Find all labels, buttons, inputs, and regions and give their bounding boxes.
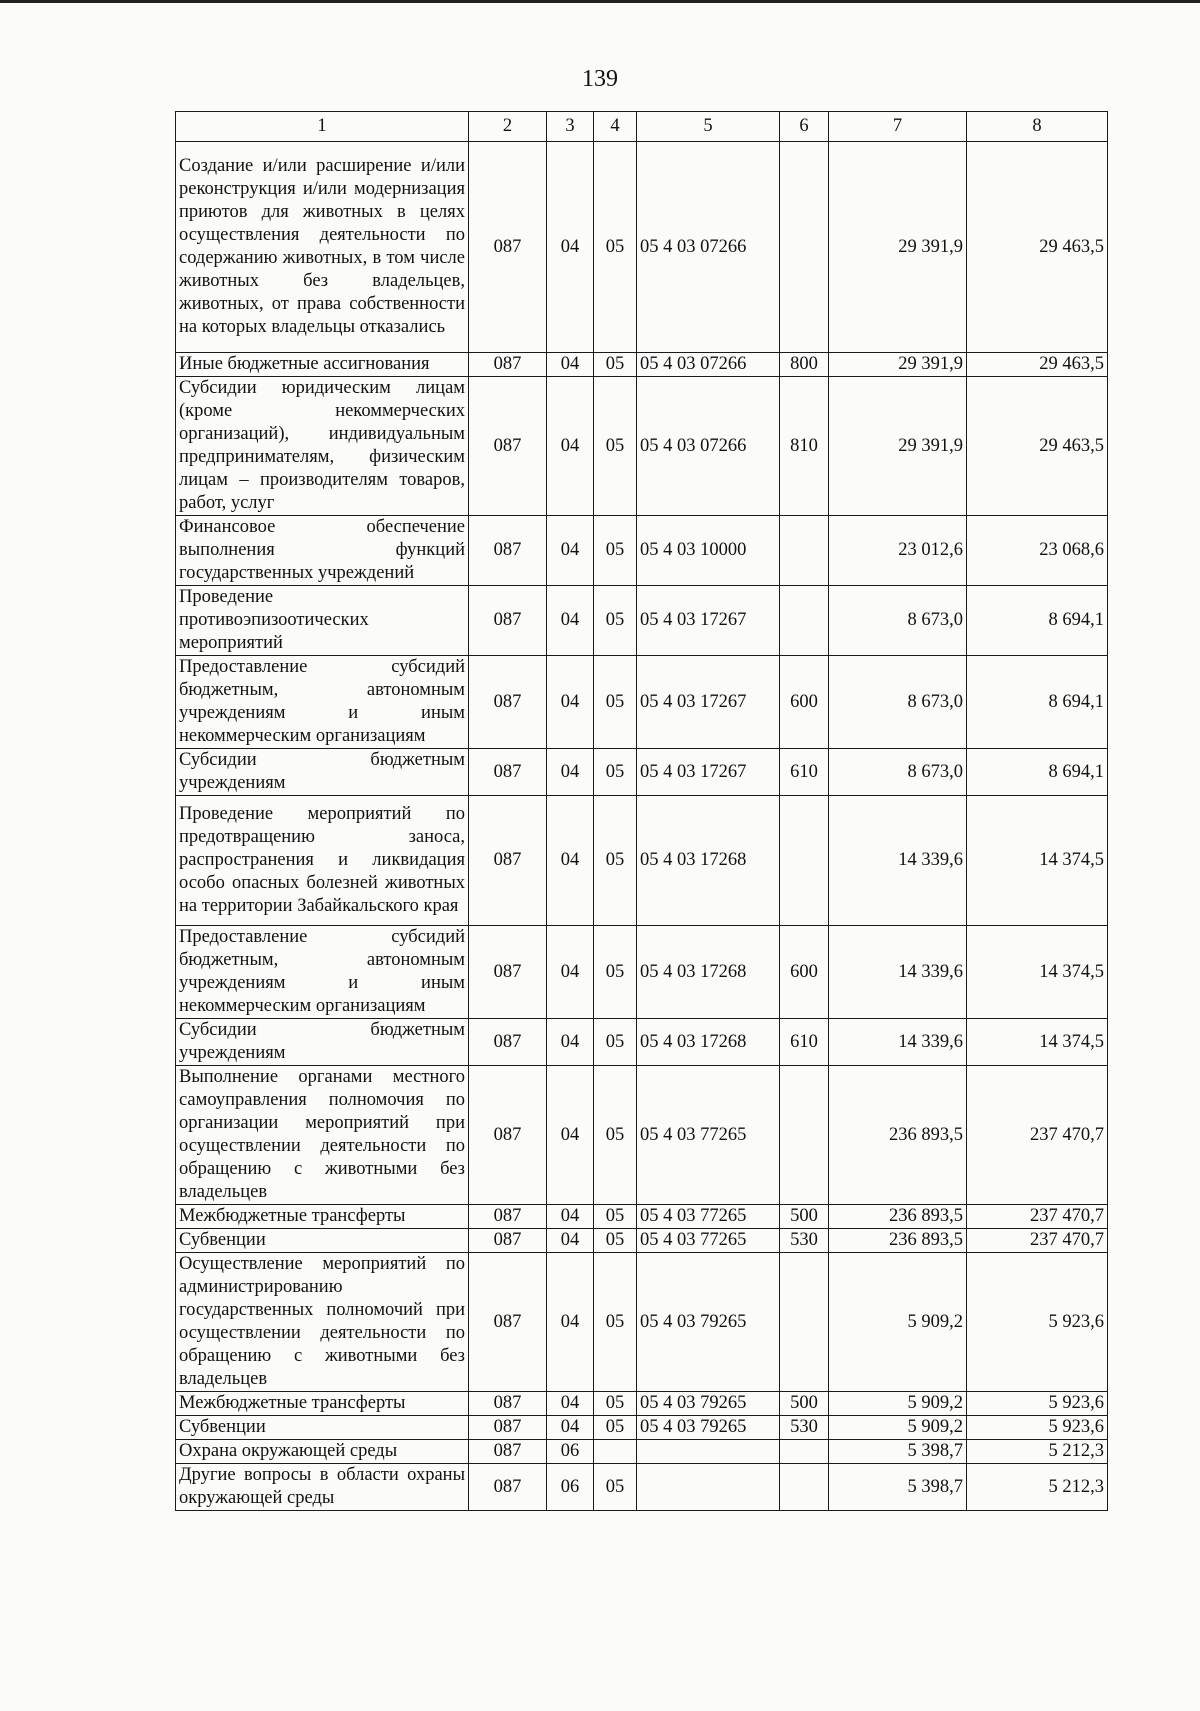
target-article-cell: 05 4 03 17268: [637, 926, 780, 1019]
expense-type-cell: [780, 586, 829, 656]
column-header: 3: [547, 112, 594, 142]
expense-type-cell: [780, 1440, 829, 1464]
target-article-cell: 05 4 03 17268: [637, 796, 780, 926]
target-article-cell: 05 4 03 17267: [637, 586, 780, 656]
section-code-cell: 04: [547, 749, 594, 796]
subsection-code-cell: 05: [594, 1464, 637, 1511]
amount-year2-cell: 8 694,1: [967, 656, 1108, 749]
amount-year2-cell: 237 470,7: [967, 1066, 1108, 1205]
table-row: [176, 516, 1108, 586]
row-name-cell: Предоставление субсидий бюджетным, автономным учреждениям и иным некоммерческим организациям: [176, 926, 469, 1019]
amount-year1-cell: 236 893,5: [829, 1205, 967, 1229]
ministry-code-cell: 087: [469, 1019, 547, 1066]
expense-type-cell: 600: [780, 926, 829, 1019]
ministry-code-cell: 087: [469, 926, 547, 1019]
table-row: [176, 1440, 1108, 1464]
row-name-cell: Субсидии бюджетным учреждениям: [176, 749, 469, 796]
ministry-code-cell: 087: [469, 142, 547, 353]
amount-year1-cell: 5 398,7: [829, 1464, 967, 1511]
section-code-cell: 04: [547, 656, 594, 749]
header-row: [176, 112, 1108, 142]
row-name-cell: Межбюджетные трансферты: [176, 1392, 469, 1416]
subsection-code-cell: 05: [594, 749, 637, 796]
amount-year2-cell: 5 212,3: [967, 1464, 1108, 1511]
target-article-cell: 05 4 03 79265: [637, 1392, 780, 1416]
amount-year2-cell: 29 463,5: [967, 353, 1108, 377]
subsection-code-cell: 05: [594, 1229, 637, 1253]
target-article-cell: 05 4 03 07266: [637, 353, 780, 377]
subsection-code-cell: 05: [594, 926, 637, 1019]
section-code-cell: 06: [547, 1464, 594, 1511]
target-article-cell: 05 4 03 10000: [637, 516, 780, 586]
section-code-cell: 04: [547, 142, 594, 353]
target-article-cell: [637, 1440, 780, 1464]
target-article-cell: 05 4 03 79265: [637, 1416, 780, 1440]
amount-year2-cell: 14 374,5: [967, 926, 1108, 1019]
ministry-code-cell: 087: [469, 1205, 547, 1229]
amount-year1-cell: 14 339,6: [829, 926, 967, 1019]
subsection-code-cell: 05: [594, 1066, 637, 1205]
amount-year1-cell: 5 398,7: [829, 1440, 967, 1464]
ministry-code-cell: 087: [469, 1253, 547, 1392]
amount-year2-cell: 14 374,5: [967, 1019, 1108, 1066]
subsection-code-cell: 05: [594, 377, 637, 516]
expense-type-cell: 810: [780, 377, 829, 516]
amount-year1-cell: 14 339,6: [829, 796, 967, 926]
section-code-cell: 06: [547, 1440, 594, 1464]
amount-year2-cell: 5 923,6: [967, 1253, 1108, 1392]
expense-type-cell: 530: [780, 1416, 829, 1440]
expense-type-cell: 600: [780, 656, 829, 749]
section-code-cell: 04: [547, 1019, 594, 1066]
ministry-code-cell: 087: [469, 1416, 547, 1440]
table-row: [176, 377, 1108, 516]
column-header: 7: [829, 112, 967, 142]
expense-type-cell: 530: [780, 1229, 829, 1253]
amount-year1-cell: 29 391,9: [829, 142, 967, 353]
target-article-cell: 05 4 03 77265: [637, 1205, 780, 1229]
row-name-cell: Другие вопросы в области охраны окружающей среды: [176, 1464, 469, 1511]
expense-type-cell: 500: [780, 1392, 829, 1416]
table-row: [176, 1464, 1108, 1511]
ministry-code-cell: 087: [469, 796, 547, 926]
ministry-code-cell: 087: [469, 1229, 547, 1253]
table-body: [176, 142, 1108, 1511]
target-article-cell: 05 4 03 07266: [637, 142, 780, 353]
amount-year1-cell: 8 673,0: [829, 586, 967, 656]
amount-year1-cell: 236 893,5: [829, 1229, 967, 1253]
amount-year1-cell: 8 673,0: [829, 656, 967, 749]
amount-year1-cell: 5 909,2: [829, 1416, 967, 1440]
column-header: 6: [780, 112, 829, 142]
amount-year2-cell: 29 463,5: [967, 377, 1108, 516]
row-name-cell: Межбюджетные трансферты: [176, 1205, 469, 1229]
subsection-code-cell: 05: [594, 796, 637, 926]
expense-type-cell: [780, 1464, 829, 1511]
row-name-cell: Проведение противоэпизоотических мероприятий: [176, 586, 469, 656]
top-border-line: [0, 0, 1200, 3]
amount-year2-cell: 14 374,5: [967, 796, 1108, 926]
amount-year1-cell: 29 391,9: [829, 377, 967, 516]
subsection-code-cell: 05: [594, 586, 637, 656]
column-header: 2: [469, 112, 547, 142]
table-row: [176, 1416, 1108, 1440]
amount-year2-cell: 23 068,6: [967, 516, 1108, 586]
amount-year2-cell: 5 212,3: [967, 1440, 1108, 1464]
table-row: [176, 656, 1108, 749]
subsection-code-cell: 05: [594, 1392, 637, 1416]
amount-year1-cell: 236 893,5: [829, 1066, 967, 1205]
section-code-cell: 04: [547, 586, 594, 656]
expense-type-cell: [780, 516, 829, 586]
amount-year2-cell: 8 694,1: [967, 586, 1108, 656]
section-code-cell: 04: [547, 1392, 594, 1416]
amount-year1-cell: 8 673,0: [829, 749, 967, 796]
row-name-cell: Выполнение органами местного самоуправления полномочия по организации мероприятий при осуществлении деятельности по обращению с животными без владельцев: [176, 1066, 469, 1205]
table-row: [176, 353, 1108, 377]
amount-year2-cell: 29 463,5: [967, 142, 1108, 353]
row-name-cell: Субвенции: [176, 1229, 469, 1253]
subsection-code-cell: 05: [594, 1205, 637, 1229]
section-code-cell: 04: [547, 1229, 594, 1253]
page-number: 139: [582, 66, 618, 92]
table-row: [176, 796, 1108, 926]
ministry-code-cell: 087: [469, 1392, 547, 1416]
row-name-cell: Иные бюджетные ассигнования: [176, 353, 469, 377]
amount-year1-cell: 23 012,6: [829, 516, 967, 586]
column-header: 1: [176, 112, 469, 142]
ministry-code-cell: 087: [469, 377, 547, 516]
amount-year2-cell: 237 470,7: [967, 1229, 1108, 1253]
section-code-cell: 04: [547, 926, 594, 1019]
target-article-cell: [637, 1464, 780, 1511]
expense-type-cell: 610: [780, 1019, 829, 1066]
amount-year2-cell: 5 923,6: [967, 1392, 1108, 1416]
amount-year2-cell: 8 694,1: [967, 749, 1108, 796]
amount-year1-cell: 5 909,2: [829, 1392, 967, 1416]
table-row: [176, 1229, 1108, 1253]
subsection-code-cell: 05: [594, 1416, 637, 1440]
target-article-cell: 05 4 03 07266: [637, 377, 780, 516]
expense-type-cell: [780, 142, 829, 353]
section-code-cell: 04: [547, 1416, 594, 1440]
table-row: [176, 142, 1108, 353]
amount-year1-cell: 29 391,9: [829, 353, 967, 377]
expense-type-cell: 610: [780, 749, 829, 796]
target-article-cell: 05 4 03 77265: [637, 1229, 780, 1253]
subsection-code-cell: 05: [594, 353, 637, 377]
table-row: [176, 1392, 1108, 1416]
ministry-code-cell: 087: [469, 1464, 547, 1511]
target-article-cell: 05 4 03 17267: [637, 749, 780, 796]
amount-year1-cell: 5 909,2: [829, 1253, 967, 1392]
subsection-code-cell: 05: [594, 142, 637, 353]
budget-table: [175, 111, 1108, 1511]
target-article-cell: 05 4 03 79265: [637, 1253, 780, 1392]
section-code-cell: 04: [547, 516, 594, 586]
target-article-cell: 05 4 03 77265: [637, 1066, 780, 1205]
column-header: 8: [967, 112, 1108, 142]
column-header: 4: [594, 112, 637, 142]
row-name-cell: Осуществление мероприятий по администрированию государственных полномочий при осуществлении деятельности по обращению с животными без владельцев: [176, 1253, 469, 1392]
ministry-code-cell: 087: [469, 353, 547, 377]
ministry-code-cell: 087: [469, 1440, 547, 1464]
row-name-cell: Субвенции: [176, 1416, 469, 1440]
row-name-cell: Проведение мероприятий по предотвращению заноса, распространения и ликвидация особо опасных болезней животных на территории Забайкальского края: [176, 796, 469, 926]
row-name-cell: Предоставление субсидий бюджетным, автономным учреждениям и иным некоммерческим организациям: [176, 656, 469, 749]
amount-year1-cell: 14 339,6: [829, 1019, 967, 1066]
table-row: [176, 1019, 1108, 1066]
row-name-cell: Финансовое обеспечение выполнения функций государственных учреждений: [176, 516, 469, 586]
target-article-cell: 05 4 03 17267: [637, 656, 780, 749]
ministry-code-cell: 087: [469, 749, 547, 796]
ministry-code-cell: 087: [469, 1066, 547, 1205]
row-name-cell: Создание и/или расширение и/или реконструкция и/или модернизация приютов для животных в целях осуществления деятельности по содержанию животных, в том числе животных без владельцев, животных, от права собственности на которых владельцы отказались: [176, 142, 469, 353]
target-article-cell: 05 4 03 17268: [637, 1019, 780, 1066]
table-row: [176, 1066, 1108, 1205]
subsection-code-cell: 05: [594, 656, 637, 749]
section-code-cell: 04: [547, 377, 594, 516]
table-row: [176, 749, 1108, 796]
section-code-cell: 04: [547, 796, 594, 926]
amount-year2-cell: 237 470,7: [967, 1205, 1108, 1229]
expense-type-cell: [780, 1066, 829, 1205]
expense-type-cell: [780, 1253, 829, 1392]
row-name-cell: Субсидии бюджетным учреждениям: [176, 1019, 469, 1066]
table-row: [176, 926, 1108, 1019]
section-code-cell: 04: [547, 1253, 594, 1392]
table-row: [176, 1253, 1108, 1392]
column-header: 5: [637, 112, 780, 142]
row-name-cell: Субсидии юридическим лицам (кроме некоммерческих организаций), индивидуальным предпринимателям, физическим лицам – производителям товаров, работ, услуг: [176, 377, 469, 516]
section-code-cell: 04: [547, 1205, 594, 1229]
expense-type-cell: [780, 796, 829, 926]
ministry-code-cell: 087: [469, 656, 547, 749]
table-row: [176, 586, 1108, 656]
section-code-cell: 04: [547, 353, 594, 377]
expense-type-cell: 500: [780, 1205, 829, 1229]
table-row: [176, 1205, 1108, 1229]
subsection-code-cell: 05: [594, 1253, 637, 1392]
ministry-code-cell: 087: [469, 586, 547, 656]
subsection-code-cell: 05: [594, 516, 637, 586]
amount-year2-cell: 5 923,6: [967, 1416, 1108, 1440]
ministry-code-cell: 087: [469, 516, 547, 586]
row-name-cell: Охрана окружающей среды: [176, 1440, 469, 1464]
expense-type-cell: 800: [780, 353, 829, 377]
subsection-code-cell: 05: [594, 1019, 637, 1066]
subsection-code-cell: [594, 1440, 637, 1464]
section-code-cell: 04: [547, 1066, 594, 1205]
